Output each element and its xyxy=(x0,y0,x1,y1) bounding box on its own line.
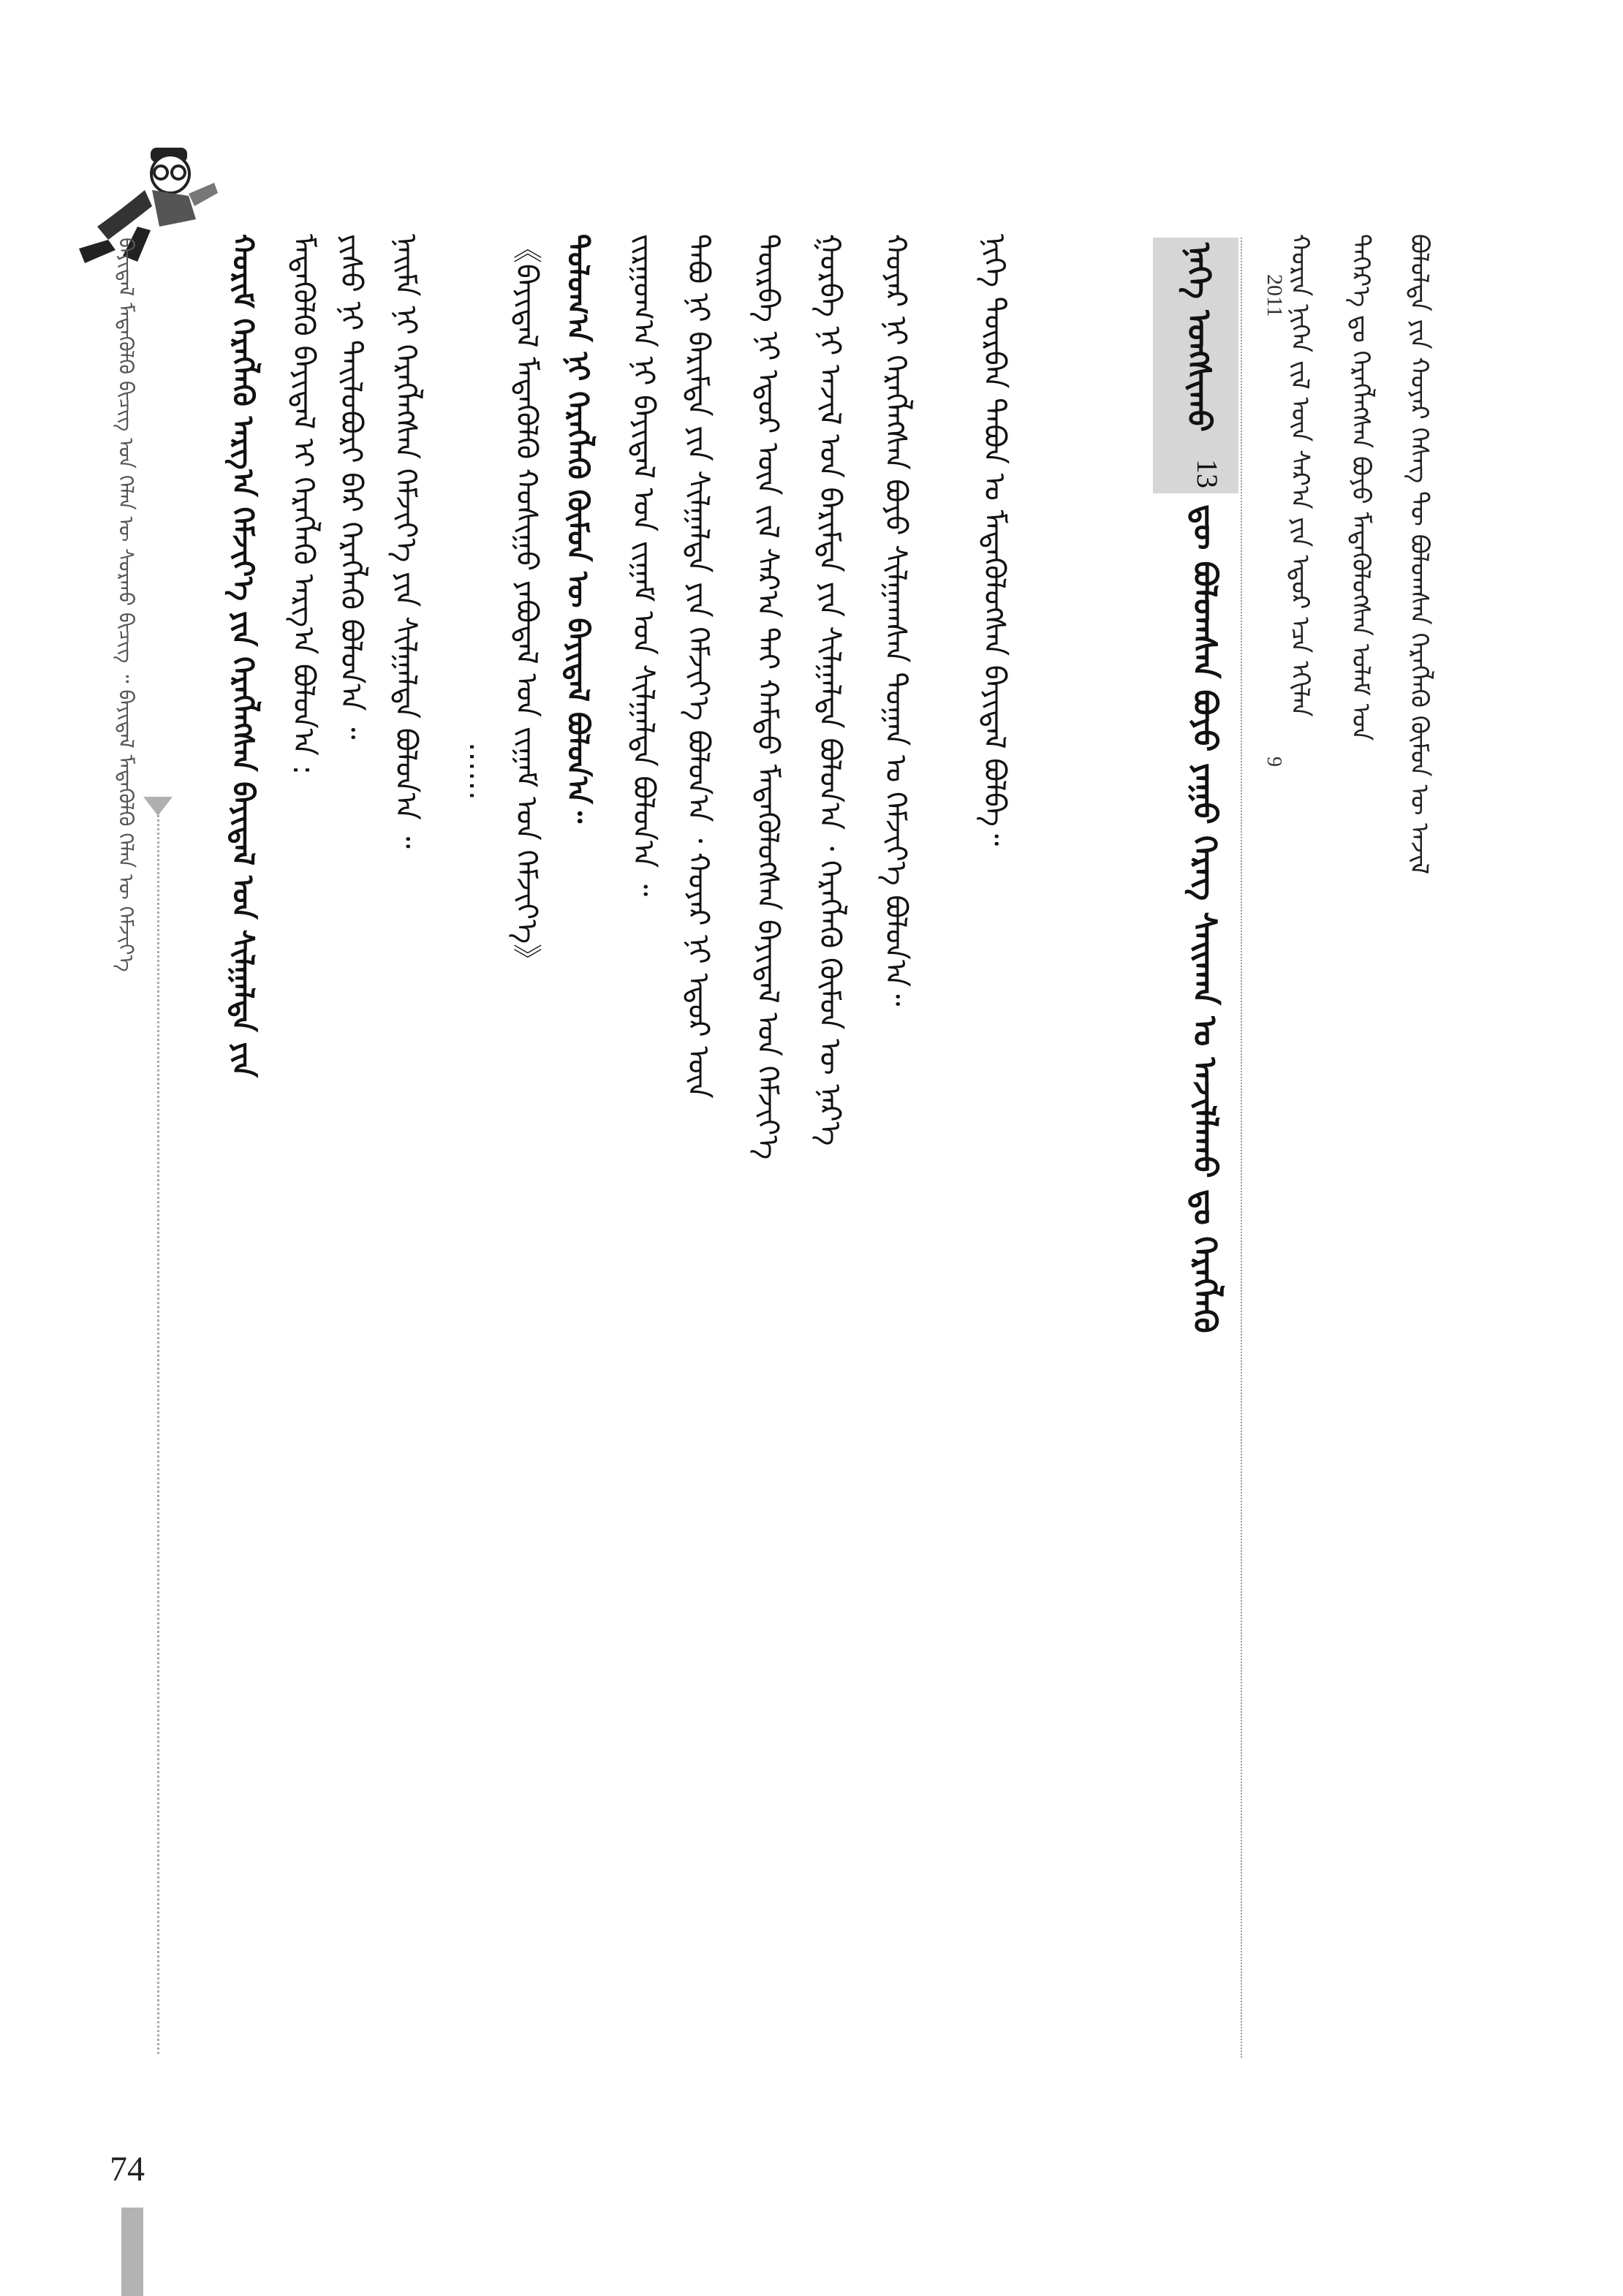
body-line-6: ᠵᠢᠷᠭᠤᠭ᠎ᠠ ᠨᠢ ᠪᠠᠶᠢᠳᠠᠯ ᠤᠨ ᠵᠢᠭᠠᠮ ᠤᠨ ᠰᠢᠯᠭᠠᠯᠲᠠ ᠪᠤᠯᠤᠨ᠎ᠠ ᠃ xyxy=(627,234,660,897)
body-ellipsis: …… xyxy=(463,742,496,800)
body-line-7: ᠳᠣᠯᠣᠭ᠎ᠠ ᠨᠢ ᠬᠡᠷᠡᠭᠯᠡᠬᠦ ᠬᠦᠮᠦᠨ ᠦ ᠪᠠᠶᠢᠳᠠᠯ ᠪᠤᠯᠤᠨ᠎ᠠ᠃ xyxy=(561,234,594,824)
section-title-top: ᠨᠡᠭᠡ ᠤᠩᠰᠢᠬᠤ xyxy=(1180,243,1217,432)
body-line-1: ᠨᠢᠭᠡ ᠳᠦᠷᠪᠡᠨ ᠲᠠᠪᠤᠨ ᠤ ᠮᠡᠳᠡᠭᠦᠯᠦᠭᠰᠡᠨ ᠪᠠᠶᠢᠳᠠᠯ ᠪᠤᠯᠪᠠ᠃ xyxy=(977,234,1011,846)
body-line-5: ᠲᠠᠪᠤ ᠨᠢ ᠪᠠᠷᠢᠮᠲᠠ ᠶᠢᠨ ᠰᠢᠯᠭᠠᠯᠲᠠ ᠶᠢᠨ ᠬᠡᠮᠵᠢᠶ᠎ᠡ ᠪᠤᠯᠤᠨ᠎ᠠ ᠂ ᠬᠣᠶᠠᠷ ᠨᠢ ᠡᠳᠦᠷ ᠦᠨ xyxy=(681,234,715,1099)
dotted-divider xyxy=(1241,238,1242,2058)
body-line-3: ᠭᠤᠷᠪᠠ ᠨᠢ ᠠᠵᠢᠯ ᠤᠨ ᠪᠠᠷᠢᠮᠲᠠ ᠶᠢᠨ ᠰᠢᠯᠭᠠᠯᠲᠠ ᠪᠤᠯᠤᠨ᠎ᠠ ᠂ ᠬᠡᠷᠡᠭᠯᠡᠬᠦ ᠬᠦᠮᠦᠨ ᠦ ᠨᠡᠷ᠎ᠡ xyxy=(813,234,847,1146)
page-number: 74 xyxy=(110,2150,145,2189)
running-line-1: ᠪᠤᠯᠤᠯᠲᠠ ᠶᠢᠨ ᠬᠣᠶᠠᠷ ᠬᠡᠰᠡᠭ ᠲᠦ ᠪᠤᠯᠤᠭᠰᠠᠨ ᠬᠡᠷᠡᠭᠯᠡᠬᠦ ᠬᠦᠮᠦᠨ ᠦ ᠠᠵᠢᠯ xyxy=(1404,234,1434,875)
body-line-9: ᠨᠠᠢᠮᠠ ᠨᠢ ᠬᠡᠷᠡᠭᠯᠡᠭᠰᠡᠨ ᠬᠡᠮᠵᠢᠶ᠎ᠡ ᠶᠢᠨ ᠰᠢᠯᠭᠠᠯᠲᠠ ᠪᠤᠯᠤᠨ᠎ᠠ ᠃ xyxy=(389,234,423,849)
mascot-illustration xyxy=(64,139,232,267)
running-day: 9 xyxy=(1263,757,1285,767)
body-line-2: ᠬᠣᠶᠠᠷ ᠨᠢ ᠬᠡᠷᠡᠭᠯᠡᠭᠰᠡᠨ ᠪᠤᠶᠤ ᠰᠢᠯᠭᠠᠭᠰᠠᠨ ᠲᠤᠭᠠᠨ ᠤ ᠬᠡᠮᠵᠢᠶ᠎ᠡ ᠪᠤᠯᠤᠨ᠎ᠠ᠃ xyxy=(879,234,912,1007)
section-title-rest: ᠳᠦ ᠪᠤᠯᠤᠭᠰᠠᠨ ᠪᠤᠶᠤ ᠶᠠᠭᠤ ᠬᠡᠷᠡᠭ ᠰᠠᠢᠬᠠᠨ ᠤ ᠠᠵᠢᠯᠯᠠᠬᠤ ᠳᠤ ᠬᠡᠷᠡᠭᠯᠡᠬᠦ xyxy=(1186,504,1223,1333)
body-line-4: ᠳᠦᠷᠪᠡ ᠨᠢ ᠡᠳᠦᠷ ᠦᠨ ᠵᠢᠯ ᠰᠠᠷ᠎ᠠ ᠲᠠᠢ ᠬᠠᠮᠲᠤ ᠮᠡᠳᠡᠭᠦᠯᠦᠭᠰᠡᠨ ᠪᠠᠶᠢᠳᠠᠯ ᠤᠨ ᠬᠡᠮᠵᠢᠶ᠎ᠡ xyxy=(751,234,784,1160)
left-running-header: ᠪᠠᠶᠢᠳᠠᠯ ᠮᠡᠳᠡᠭᠦᠯᠬᠦ ᠪᠢᠴᠢᠭ ᠤᠨ ᠬᠡᠯᠡᠨ ᠦ ᠰᠤᠷᠬᠤ ᠪᠢᠴᠢᠭ ᠃ ᠪᠠᠶᠢᠳᠠᠯ ᠮᠡᠳᠡᠭᠦᠯᠬᠦ ᠬᠡᠯᠡᠨ ᠦ ᠬᠡᠮᠵᠢᠶ᠎ᠡ xyxy=(114,238,138,972)
running-year: 2011 xyxy=(1263,274,1287,317)
body-line-10: ᠶᠢᠰᠦ ᠨᠢ ᠲᠠᠢᠯᠤᠪᠤᠷᠢ ᠪᠠᠷ ᠬᠡᠷᠡᠭᠯᠡᠬᠦ ᠪᠤᠯᠤᠨ᠎ᠠ ᠃ xyxy=(334,234,368,740)
running-line-2: ᠳᠡᠭᠡᠷ᠎ᠡ ᠳᠤ ᠬᠡᠷᠡᠭᠯᠡᠭᠰᠡᠨ ᠪᠤᠶᠤ ᠮᠡᠳᠡᠭᠦᠯᠦᠭᠰᠡᠨ ᠤᠯᠠᠮ ᠤᠨ xyxy=(1346,234,1375,741)
body-line-11: ᠮᠡᠳᠡᠭᠦᠯᠬᠦ ᠪᠠᠶᠢᠳᠠᠯ ᠢ ᠬᠡᠷᠡᠭᠯᠡᠬᠦ ᠠᠷᠭ᠎ᠠ ᠪᠤᠯᠤᠨ᠎ᠠ : xyxy=(287,234,320,776)
body-line-12: ᠬᠣᠷᠢᠮ ᠬᠡᠷᠡᠭᠯᠡᠬᠦ ᠠᠷᠭ᠎ᠠ ᠬᠡᠮᠵᠢᠶ᠎ᠡ ᠶᠢᠨ ᠬᠡᠷᠡᠭᠯᠡᠭᠰᠡᠨ ᠪᠠᠶᠢᠳᠠᠯ ᠤᠨ ᠰᠢᠯᠭᠠᠯᠲᠠ ᠶᠢᠨ xyxy=(226,234,260,1077)
page-tab-bar xyxy=(121,2208,143,2296)
left-dotted-rule xyxy=(157,811,159,2054)
body-line-8: 《ᠪᠠᠶᠢᠳᠠᠯ ᠮᠡᠳᠡᠭᠦᠯᠬᠦ ᠬᠣᠰᠢᠭᠤ ᠶᠠᠪᠤᠳᠠᠯ ᠤᠨ ᠵᠢᠭᠠᠮ ᠤᠨ ᠬᠡᠮᠵᠢᠶ᠎ᠡ》 xyxy=(510,234,543,974)
section-number: 13 xyxy=(1191,459,1224,488)
running-line-3: ᠬᠣᠷᠢᠨ ᠨᠢᠭᠡᠨ ᠵᠢᠯ ᠦᠨ ᠰᠠᠷ᠎ᠠ ᠶᠢᠨ ᠡᠳᠦᠷ ᠡᠴᠡ ᠡᠬᠢᠯᠡᠨ xyxy=(1285,234,1314,717)
